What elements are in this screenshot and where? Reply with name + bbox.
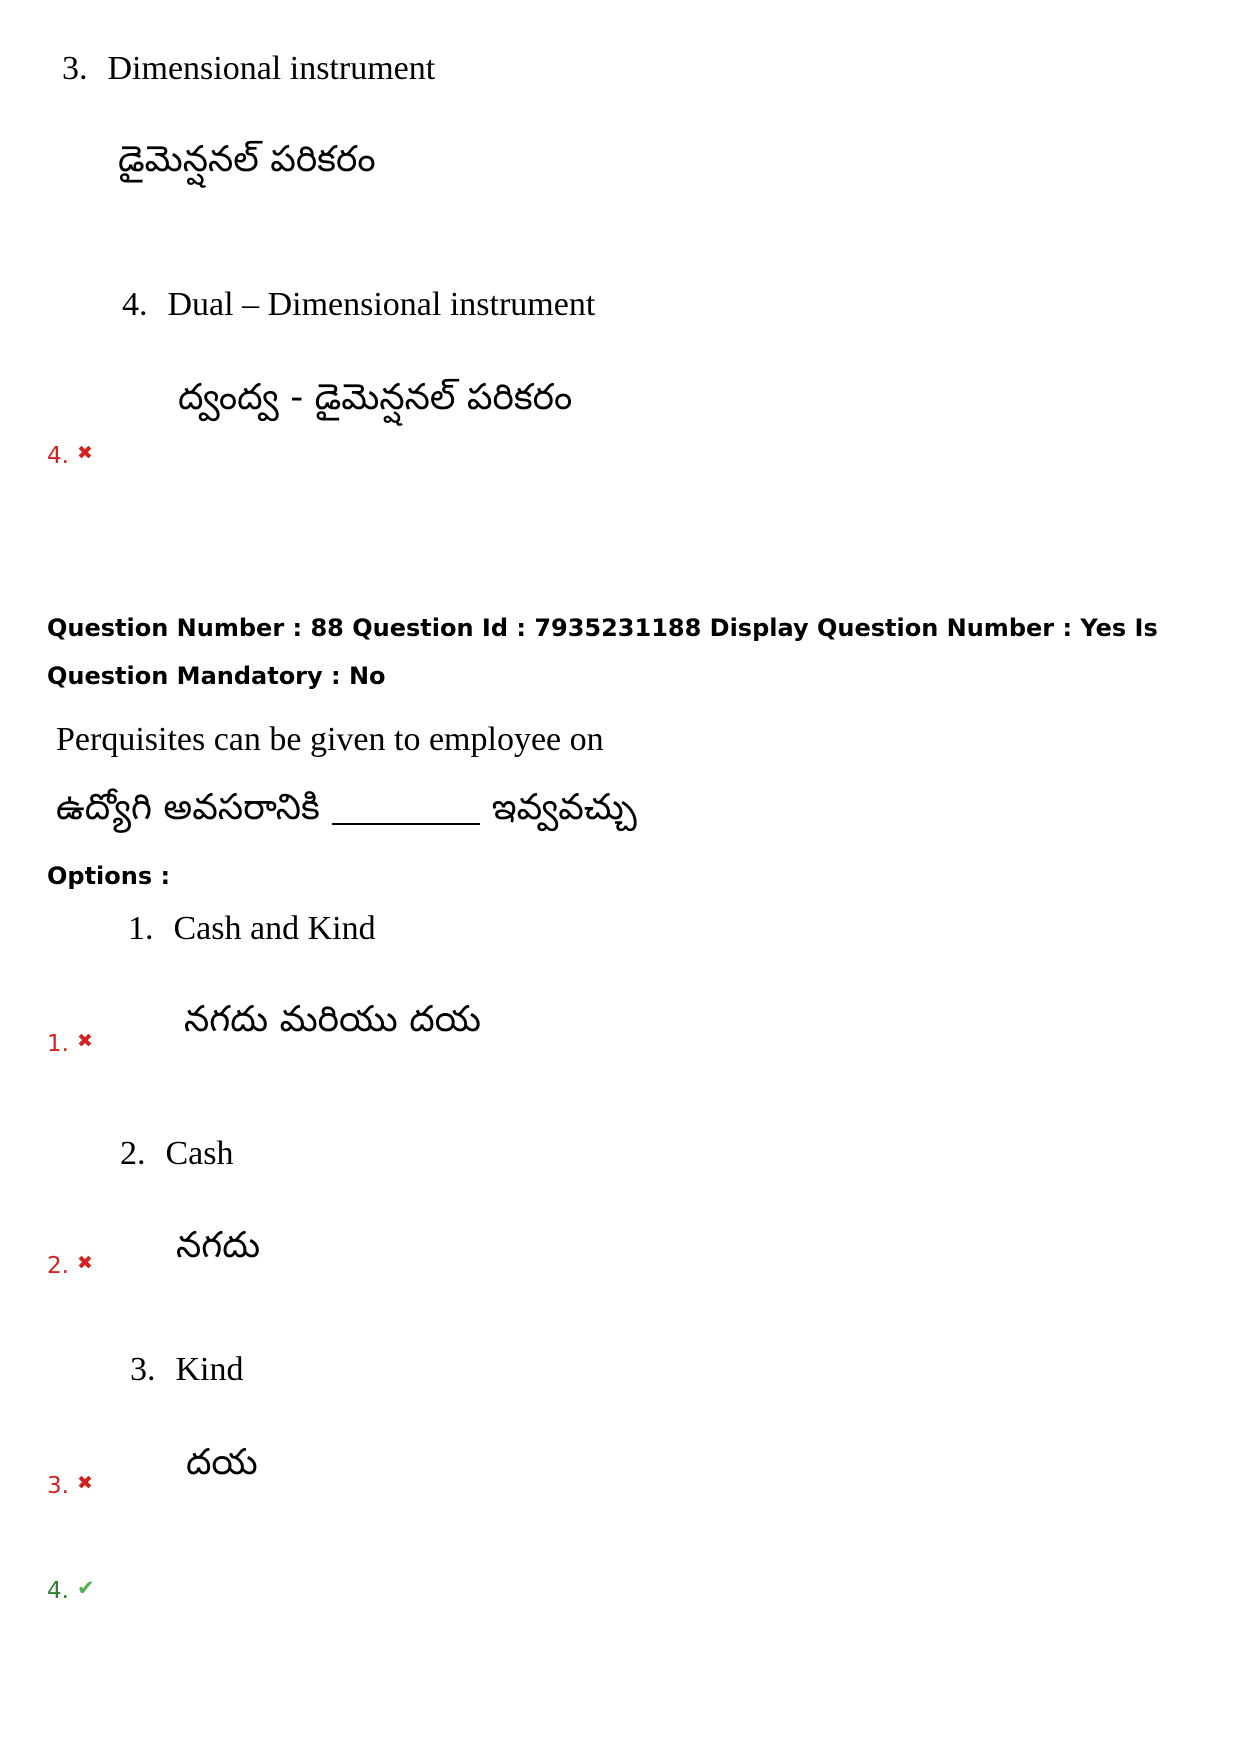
option-2-marker[interactable]: 2. ✖ [47,1252,93,1279]
option-1-english: 1. Cash and Kind [128,910,376,947]
option-2-english: 2. Cash [120,1135,234,1172]
prev-option-4-telugu: ద్వంద్వ - డైమెన్షనల్ పరికరం [178,377,573,418]
cross-icon: ✖ [76,1472,93,1494]
prev-option-3-english: 3. Dimensional instrument [62,50,436,87]
question-text-telugu: ఉద్యోగి అవసరానికి ఇవ్వవచ్చు [56,787,637,828]
question-meta: Question Number : 88 Question Id : 7935231188 Display Question Number : Yes Is Question Mandatory : No [47,614,1158,690]
cross-icon: ✖ [76,442,93,464]
option-3-english: 3. Kind [130,1351,244,1388]
option-3-marker[interactable]: 3. ✖ [47,1472,93,1499]
check-icon: ✔ [76,1576,95,1600]
cross-icon: ✖ [76,1030,93,1052]
question-text-english: Perquisites can be given to employee on [56,721,604,758]
option-4-marker[interactable]: 4. ✔ [47,1576,95,1604]
cross-icon: ✖ [76,1252,93,1274]
option-1-marker[interactable]: 1. ✖ [47,1030,93,1057]
option-3-telugu: దయ [186,1442,258,1483]
fill-in-blank [332,823,480,825]
prev-option-4-english: 4. Dual – Dimensional instrument [122,286,596,323]
option-2-telugu: నగదు [176,1225,261,1266]
prev-option-3-telugu: డైమెన్షనల్ పరికరం [118,139,376,180]
options-label: Options : [47,862,171,890]
option-1-telugu: నగదు మరియు దయ [184,999,481,1040]
prev-option-4-marker: 4. ✖ [47,442,93,469]
